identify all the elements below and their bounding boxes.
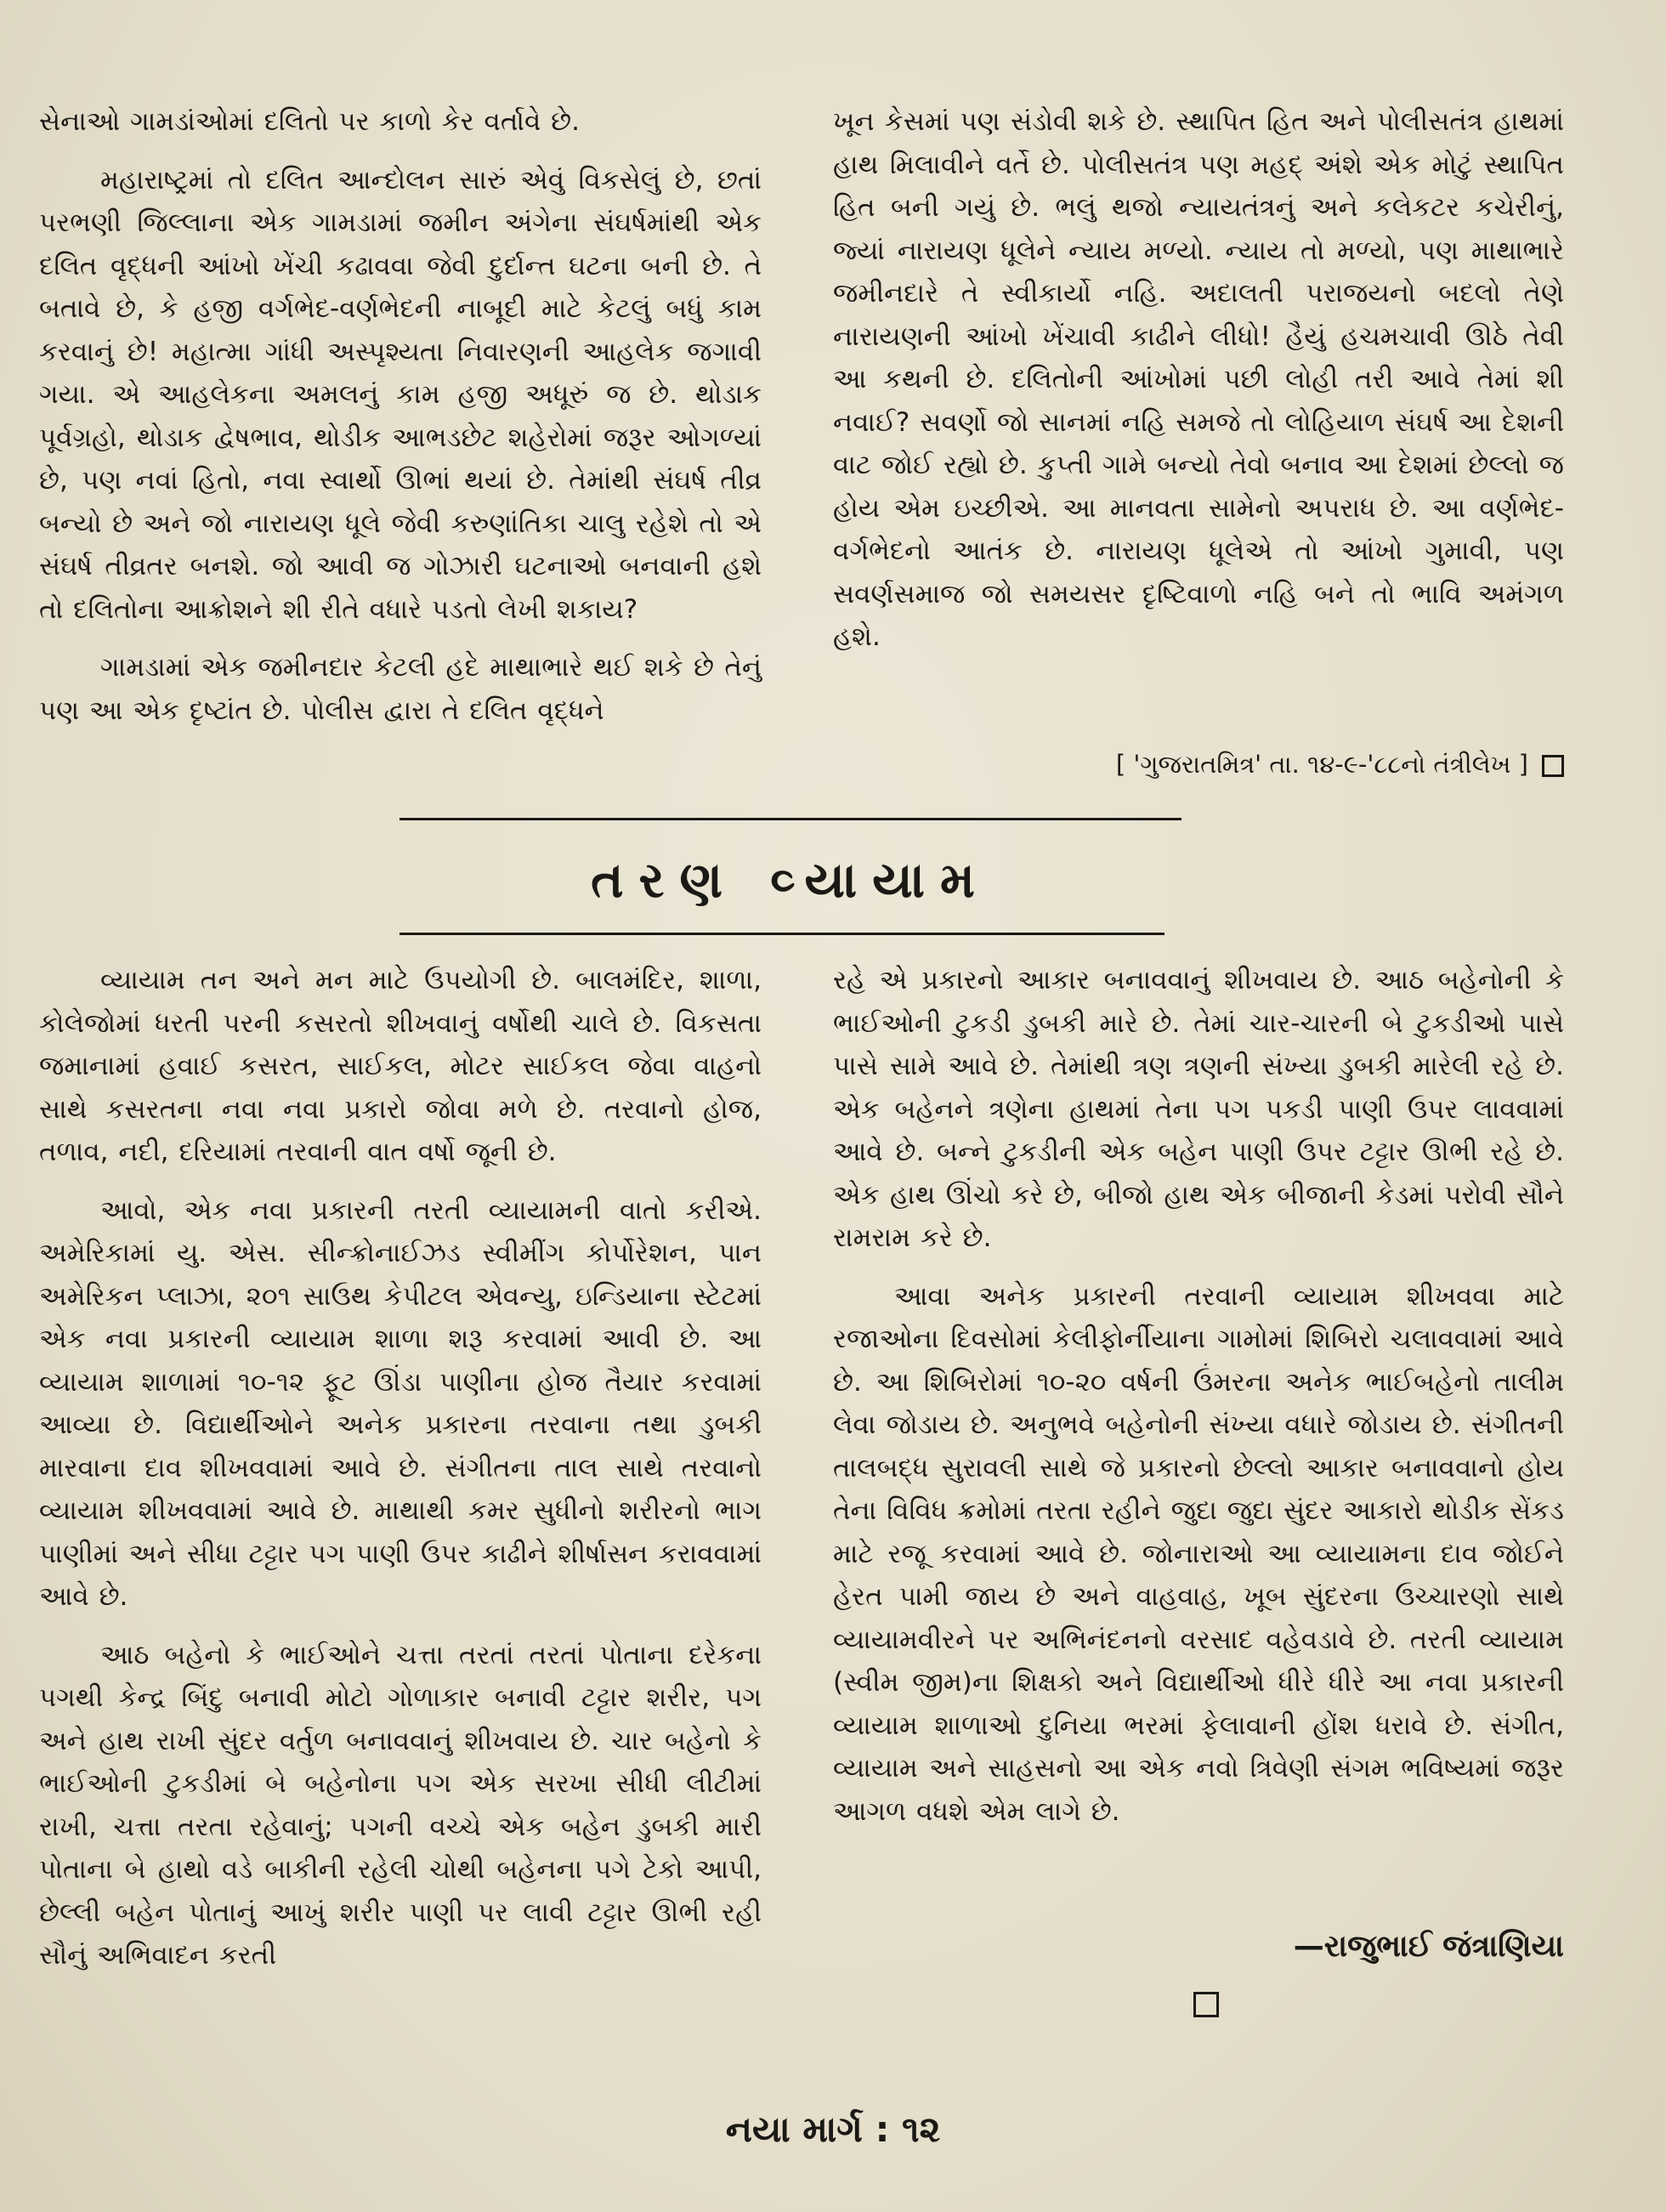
- title-rule-bottom: [400, 933, 1164, 935]
- article2-left-column: [39, 959, 762, 1993]
- article1-right-column: [833, 100, 1564, 674]
- article1-source: [833, 743, 1564, 786]
- paragraph: ખૂન કેસમાં પણ સંડોવી શકે છે. સ્થાપિત હિત અને પોલીસતંત્ર હાથમાં હાથ મિલાવીને વર્તે છે. પોલીસતંત્ર પણ મહદ્ અંશે એક મોટું સ્થાપિત હિત બની ગયું છે. ભલું થજો ન્યાયતંત્રનું અને કલેકટર કચેરીનું, જ્યાં નારાયણ ધૂલેને ન્યાય મળ્યો. ન્યાય તો મળ્યો, પણ માથાભારે જમીનદારે તે સ્વીકાર્યો નહિ. અદાલતી પરાજયનો બદલો તેણે નારાયણની આંખો ખેંચાવી કાઢીને લીધો! હૈયું હચમચાવી ઊઠે તેવી આ કથની છે. દલિતોની આંખોમાં પછી લોહી તરી આવે તેમાં શી નવાઈ? સવર્ણો જો સાનમાં નહિ સમજે તો લોહિયાળ સંઘર્ષ આ દેશની વાટ જોઈ રહ્યો છે. કુપ્તી ગામે બન્યો તેવો બનાવ આ દેશમાં છેલ્લો જ હોય એમ ઇચ્છીએ. આ માનવતા સામેનો અપરાધ છે. આ વર્ણભેદ-વર્ગભેદનો આતંક છે. નારાયણ ધૂલેએ તો આંખો ગુમાવી, પણ સવર્ણસમાજ જો સમયસર દૃષ્ટિવાળો નહિ બને તો ભાવિ અમંગળ હશે.: [833, 106, 1564, 652]
- paragraph: સેનાઓ ગામડાંઓમાં દલિતો પર કાળો કેર વર્તાવે છે.: [39, 106, 580, 137]
- article2-author: —રાજુભાઈ જંત્રાણિયા: [1293, 1929, 1564, 1964]
- article1-left-column: [39, 100, 762, 747]
- paragraph: રહે એ પ્રકારનો આકાર બનાવવાનું શીખવાય છે. આઠ બહેનોની કે ભાઈઓની ટુકડી ડુબકી મારે છે. તેમાં ચાર-ચારની બે ટુકડીઓ પાસે પાસે સામે આવે છે. તેમાંથી ત્રણ ત્રણની સંખ્યા ડુબકી મારેલી રહે છે. એક બહેનને ત્રણેના હાથમાં તેના પગ પકડી પાણી ઉપર લાવવામાં આવે છે. બન્ને ટુકડીની એક બહેન પાણી ઉપર ટટ્ટાર ઊભી રહે છે. એક હાથ ઊંચો કરે છે, બીજો હાથ એક બીજાની કેડમાં પરોવી સૌને રામરામ કરે છે.: [833, 965, 1564, 1253]
- paragraph: ગામડામાં એક જમીનદાર કેટલી હદે માથાભારે થઈ શકે છે તેનું પણ આ એક દૃષ્ટાંત છે. પોલીસ દ્વારા તે દલિત વૃદ્ધને: [39, 652, 762, 726]
- page-footer: નયા માર્ગ : ૧૨: [725, 2108, 941, 2150]
- title-rule-top: [400, 818, 1182, 820]
- article2-right-column: [833, 959, 1564, 1848]
- source-citation: [ 'ગુજરાતમિત્ર' તા. ૧૪-૯-'૮૮નો તંત્રીલેખ ]: [1115, 750, 1528, 779]
- paragraph: વ્યાયામ તન અને મન માટે ઉપયોગી છે. બાલમંદિર, શાળા, કોલેજોમાં ધરતી પરની કસરતો શીખવાનું વર્ષોથી ચાલે છે. વિકસતા જમાનામાં હવાઈ કસરત, સાઈકલ, મોટર સાઈકલ જેવા વાહનો સાથે કસરતના નવા નવા પ્રકારો જોવા મળે છે. તરવાનો હોજ, તળાવ, નદી, દરિયામાં તરવાની વાત વર્ષો જૂની છે.: [39, 965, 762, 1167]
- paragraph: આઠ બહેનો કે ભાઈઓને ચત્તા તરતાં તરતાં પોતાના દરેકના પગથી કેન્દ્ર બિંદુ બનાવી મોટો ગોળાકાર બનાવી ટટ્ટાર શરીર, પગ અને હાથ રાખી સુંદર વર્તુળ બનાવવાનું શીખવાય છે. ચાર બહેનો કે ભાઈઓની ટુકડીમાં બે બહેનોના પગ એક સરખા સીધી લીટીમાં રાખી, ચત્તા તરતા રહેવાનું; પગની વચ્ચે એક બહેન ડુબકી મારી પોતાના બે હાથો વડે બાકીની રહેલી ચોથી બહેનના પગે ટેકો આપી, છેલ્લી બહેન પોતાનું આખું શરીર પાણી પર લાવી ટટ્ટાર ઊભી રહી સૌનું અભિવાદન કરતી: [39, 1639, 762, 1971]
- end-mark-icon: [1542, 755, 1564, 777]
- article2-title: તરણ વ્યાયામ: [591, 851, 990, 909]
- paragraph: મહારાષ્ટ્રમાં તો દલિત આન્દોલન સારું એવું વિકસેલું છે, છતાં પરભણી જિલ્લાના એક ગામડામાં જમીન અંગેના સંઘર્ષમાંથી એક દલિત વૃદ્ધની આંખો ખેંચી કઢાવવા જેવી દુર્દાન્ત ઘટના બની છે. તે બતાવે છે, કે હજી વર્ગભેદ-વર્ણભેદની નાબૂદી માટે કેટલું બધું કામ કરવાનું છે! મહાત્મા ગાંધી અસ્પૃશ્યતા નિવારણની આહલેક જગાવી ગયા. એ આહલેકના અમલનું કામ હજી અધૂરું જ છે. થોડાક પૂર્વગ્રહો, થોડાક દ્વેષભાવ, થોડીક આભડછેટ શહેરોમાં જરૂર ઓગળ્યાં છે, પણ નવાં હિતો, નવા સ્વાર્થો ઊભાં થયાં છે. તેમાંથી સંઘર્ષ તીવ્ર બન્યો છે અને જો નારાયણ ધૂલે જેવી કરુણાંતિકા ચાલુ રહેશે તો એ સંઘર્ષ તીવ્રતર બનશે. જો આવી જ ગોઝારી ઘટનાઓ બનવાની હશે તો દલિતોના આક્રોશને શી રીતે વધારે પડતો લેખી શકાય?: [39, 164, 762, 625]
- paragraph: આવા અનેક પ્રકારની તરવાની વ્યાયામ શીખવવા માટે રજાઓના દિવસોમાં કેલીફોર્નીયાના ગામોમાં શિબિરો ચલાવવામાં આવે છે. આ શિબિરોમાં ૧૦-૨૦ વર્ષની ઉંમરના અનેક ભાઈબહેનો તાલીમ લેવા જોડાય છે. અનુભવે બહેનોની સંખ્યા વધારે જોડાય છે. સંગીતની તાલબદ્ધ સુરાવલી સાથે જે પ્રકારનો છેલ્લો આકાર બનાવવાનો હોય તેના વિવિધ ક્રમોમાં તરતા રહીને જુદા જુદા સુંદર આકારો થોડીક સેંકડ માટે રજૂ કરવામાં આવે છે. જોનારાઓ આ વ્યાયામના દાવ જોઈને હેરત પામી જાય છે અને વાહવાહ, ખૂબ સુંદરના ઉચ્ચારણો સાથે વ્યાયામવીરને પર અભિનંદનનો વરસાદ વહેવડાવે છે. તરતી વ્યાયામ (સ્વીમ જીમ)ના શિક્ષકો અને વિદ્યાર્થીઓ ધીરે ધીરે આ નવા પ્રકારની વ્યાયામ શાળાઓ દુનિયા ભરમાં ફેલાવાની હોંશ ધરાવે છે. સંગીત, વ્યાયામ અને સાહસનો આ એક નવો ત્રિવેણી સંગમ ભવિષ્યમાં જરૂર આગળ વધશે એમ લાગે છે.: [833, 1280, 1564, 1827]
- paragraph: આવો, એક નવા પ્રકારની તરતી વ્યાયામની વાતો કરીએ. અમેરિકામાં યુ. એસ. સીન્ક્રોનાઈઝડ સ્વીમીંગ કોર્પોરેશન, પાન અમેરિકન પ્લાઝા, ૨૦૧ સાઉથ કેપીટલ એવન્યુ, ઇન્ડિયાના સ્ટેટમાં એક નવા પ્રકારની વ્યાયામ શાળા શરૂ કરવામાં આવી છે. આ વ્યાયામ શાળામાં ૧૦-૧૨ ફૂટ ઊંડા પાણીના હોજ તૈયાર કરવામાં આવ્યા છે. વિદ્યાર્થીઓને અનેક પ્રકારના તરવાના તથા ડુબકી મારવાના દાવ શીખવવામાં આવે છે. સંગીતના તાલ સાથે તરવાનો વ્યાયામ શીખવવામાં આવે છે. માથાથી કમર સુધીનો શરીરનો ભાગ પાણીમાં અને સીધા ટટ્ટાર પગ પાણી ઉપર કાઢીને શીર્ષાસન કરાવવામાં આવે છે.: [39, 1194, 762, 1612]
- end-mark-icon: [1193, 1992, 1219, 2017]
